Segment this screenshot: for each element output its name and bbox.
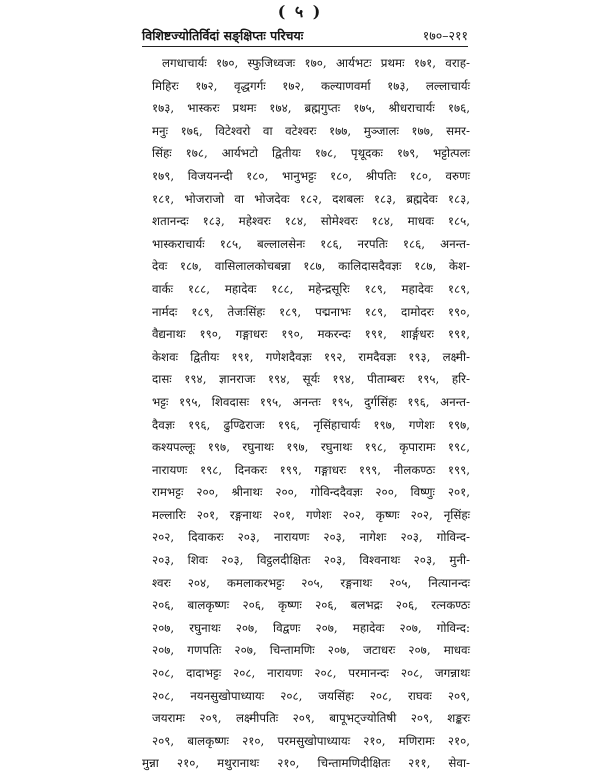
text-line: २०८, नयनसुखोपाध्यायः २०८, जयसिंहः २०८, राघवः २०९, (152, 688, 470, 703)
header-page-range: १७०–२११ (422, 28, 468, 43)
text-line: मनुः १७६, विटेश्वरो वा वटेश्वरः १७७, मुञ्जालः १७७, समर- (152, 123, 470, 138)
text-line: दैवज्ञः १९६, ढुण्ढिराजः १९६, नृसिंहाचार्यः १९७, गणेशः १९७, (152, 417, 470, 432)
text-line: १८१, भोजराजो वा भोजदेवः १८२, दशबलः १८३, ब्रह्मदेवः १८३, (152, 191, 470, 206)
text-line: २०३, शिवः २०३, विट्ठलदीक्षितः २०३, विश्वनाथः २०३, मुनी- (152, 553, 470, 568)
text-line: २०६, बालकृष्णः २०६, कृष्णः २०६, बलभद्रः २०६, रत्नकण्ठः (152, 598, 470, 613)
page-number: ( ५ ) (277, 2, 323, 21)
text-line: जयरामः २०९, लक्ष्मीपतिः २०९, बापूभट्ज्योतिषी २०९, शङ्करः (152, 711, 470, 726)
text-line: कश्यपल्लूः १९७, रघुनाथः १९७, रघुनाथः १९८, कृपारामः १९८, (152, 440, 470, 455)
header-title: विशिष्टज्योतिर्विदां सङ्क्षिप्तः परिचयः (142, 28, 304, 43)
text-line: २०९, बालकृष्णः २१०, परमसुखोपाध्यायः २१०, मणिरामः २१०, (152, 733, 470, 748)
text-line: वैद्यनाथः १९०, गङ्गाधरः १९०, मकरन्दः १९१, शार्ङ्गधरः १९१, (152, 327, 470, 342)
text-line: शतानन्दः १८३, महेश्वरः १८४, सोमेश्वरः १८४, माधवः १८५, (152, 214, 470, 229)
text-line: २०७, गणपतिः २०७, चिन्तामणिः २०७, जटाधरः २०७, माधवः (152, 643, 470, 658)
text-line: नारायणः १९८, दिनकरः १९९, गङ्गाधरः १९९, नीलकण्ठः १९९, (152, 462, 470, 477)
text-line: नार्मदः १८९, तेजःसिंहः १८९, पद्मनाभः १८९, दामोदरः १९०, (152, 304, 470, 319)
text-line: वार्कः १८८, महादेवः १८८, महेन्द्रसूरिः १८९, महादेवः १८९, (152, 281, 470, 296)
text-body (142, 52, 470, 775)
running-header (142, 26, 468, 47)
text-line: श्वरः २०४, कमलाकरभट्टः २०५, रङ्गनाथः २०५, नित्यानन्दः (152, 575, 470, 590)
text-line: २०७, रघुनाथः २०७, विद्वणः २०७, महादेवः २०७, गोविन्द: (152, 620, 470, 635)
text-line: मुन्ना २१०, मथुरानाथः २१०, चिन्तामणिदीक्षितः २११, सेवा- (142, 756, 470, 771)
text-line: सिंहः १७८, आर्यभटो द्वितीयः १७८, पृथूदकः १७९, भट्टोत्पलः (152, 146, 470, 161)
text-line: देवः १८७, वासिलालकोचबन्ना १८७, कालिदासदैवज्ञः १८७, केश- (152, 259, 470, 274)
text-line: मल्लारिः २०१, रङ्गनाथः २०१, गणेशः २०२, कृष्णः २०२, नृसिंहः (152, 507, 470, 522)
text-line: लगधाचार्यः १७०, स्फुजिध्वजः १७०, आर्यभटः प्रथमः १७१, वराह- (162, 56, 470, 70)
text-line: केशवः द्वितीयः १९१, गणेशदैवज्ञः १९२, रामदैवज्ञः १९३, लक्ष्मी- (152, 349, 470, 364)
text-line: मिहिरः १७२, वृद्धगर्गः १७२, कल्याणवर्मा १७३, लल्लाचार्यः (152, 78, 470, 93)
text-line: रामभट्टः २००, श्रीनाथः २००, गोविन्ददैवज्ञः २००, विष्णुः २०१, (152, 485, 470, 500)
text-line: १७९, विजयनन्दी १८०, भानुभट्टः १८०, श्रीपतिः १८०, वरुणः (152, 168, 470, 183)
text-line: २०८, दादाभट्टः २०८, नारायणः २०८, परमानन्दः २०८, जगन्नाथः (152, 666, 470, 681)
text-line: २०२, दिवाकरः २०३, नारायणः २०३, नागेशः २०३, गोविन्द- (152, 530, 470, 545)
text-line: दासः १९४, ज्ञानराजः १९४, सूर्यः १९४, पीताम्बरः १९५, हरि- (152, 372, 470, 387)
text-line: भट्टः १९५, शिवदासः १९५, अनन्तः १९५, दुर्गसिंहः १९६, अनन्त- (152, 394, 470, 409)
text-line: १७३, भास्करः प्रथमः १७४, ब्रह्मगुप्तः १७५, श्रीधराचार्यः १७६, (152, 101, 470, 116)
text-line: भास्कराचार्यः १८५, बल्लालसेनः १८६, नरपतिः १८६, अनन्त- (152, 236, 470, 251)
